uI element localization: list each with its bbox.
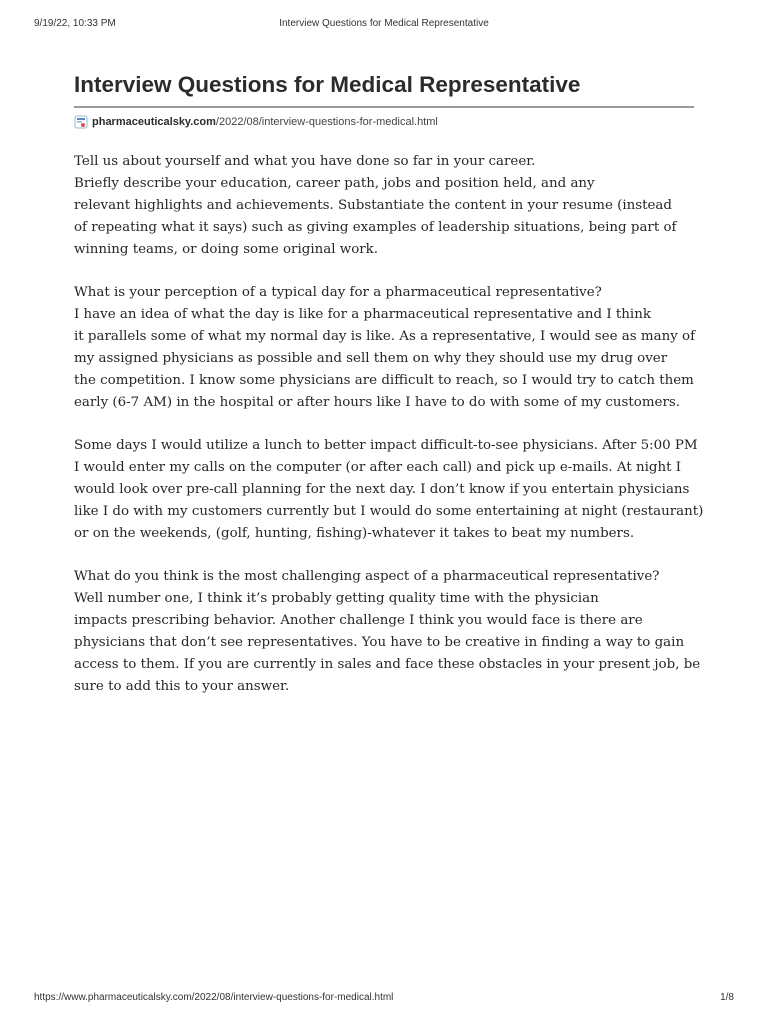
paragraph-line: Briefly describe your education, career path, jobs and position held, and any [74, 176, 595, 191]
source-link[interactable] [74, 115, 694, 129]
article-title: Interview Questions for Medical Representative [74, 72, 581, 97]
print-datetime: 9/19/22, 10:33 PM [34, 18, 116, 29]
article [74, 70, 704, 719]
paragraph-line: of repeating what it says) such as giving examples of leadership situations, being part of [74, 220, 677, 235]
paragraph-line: Some days I would utilize a lunch to better impact difficult-to-see physicians. After 5:00 PM [74, 438, 698, 453]
paragraph-line: like I do with my customers currently but I would do some entertaining at night (restaurant) [74, 504, 704, 519]
print-footer-url: https://www.pharmaceuticalsky.com/2022/08/interview-questions-for-medical.html [34, 992, 394, 1003]
page-number: 1/8 [720, 992, 734, 1003]
print-doc-title: Interview Questions for Medical Representative [279, 18, 489, 29]
paragraph-line: impacts prescribing behavior. Another challenge I think you would face is there are [74, 613, 643, 628]
paragraph-line: would look over pre-call planning for the next day. I don’t know if you entertain physicians [74, 482, 690, 497]
title-divider [74, 106, 694, 108]
paragraph-line: Well number one, I think it’s probably getting quality time with the physician [74, 591, 599, 606]
paragraph-line: What is your perception of a typical day for a pharmaceutical representative? [74, 285, 602, 300]
paragraph-line: physicians that don’t see representatives. You have to be creative in finding a way to gain [74, 635, 685, 650]
article-body [74, 151, 704, 698]
print-footer [34, 992, 734, 1006]
source-path: /2022/08/interview-questions-for-medical.html [215, 116, 438, 128]
paragraph-line: I would enter my calls on the computer (or after each call) and pick up e-mails. At night I [74, 460, 682, 475]
source-domain: pharmaceuticalsky.com [92, 116, 216, 128]
paragraph-line: What do you think is the most challenging aspect of a pharmaceutical representative? [74, 569, 660, 584]
paragraph [74, 566, 701, 698]
paragraph [74, 151, 694, 261]
paragraph-line: sure to add this to your answer. [74, 679, 290, 694]
paragraph-line: or on the weekends, (golf, hunting, fishing)-whatever it takes to beat my numbers. [74, 526, 635, 541]
paragraph-line: it parallels some of what my normal day is like. As a representative, I would see as many of [74, 329, 696, 344]
paragraph-line: winning teams, or doing some original work. [74, 242, 379, 257]
site-favicon-icon [74, 115, 88, 129]
print-header [34, 18, 734, 32]
paragraph-line: I have an idea of what the day is like for a pharmaceutical representative and I think [74, 307, 651, 322]
paragraph-line: access to them. If you are currently in sales and face these obstacles in your present job, be [74, 657, 701, 672]
paragraph-line: my assigned physicians as possible and sell them on why they should use my drug over [74, 351, 668, 366]
paragraph-line: relevant highlights and achievements. Substantiate the content in your resume (instead [74, 198, 672, 213]
paragraph-line: early (6-7 AM) in the hospital or after hours like I have to do with some of my customers. [74, 395, 680, 410]
paragraph [74, 435, 704, 545]
paragraph-line: Tell us about yourself and what you have done so far in your career. [74, 154, 536, 169]
paragraph [74, 282, 694, 414]
paragraph-line: the competition. I know some physicians are difficult to reach, so I would try to catch them [74, 373, 694, 388]
